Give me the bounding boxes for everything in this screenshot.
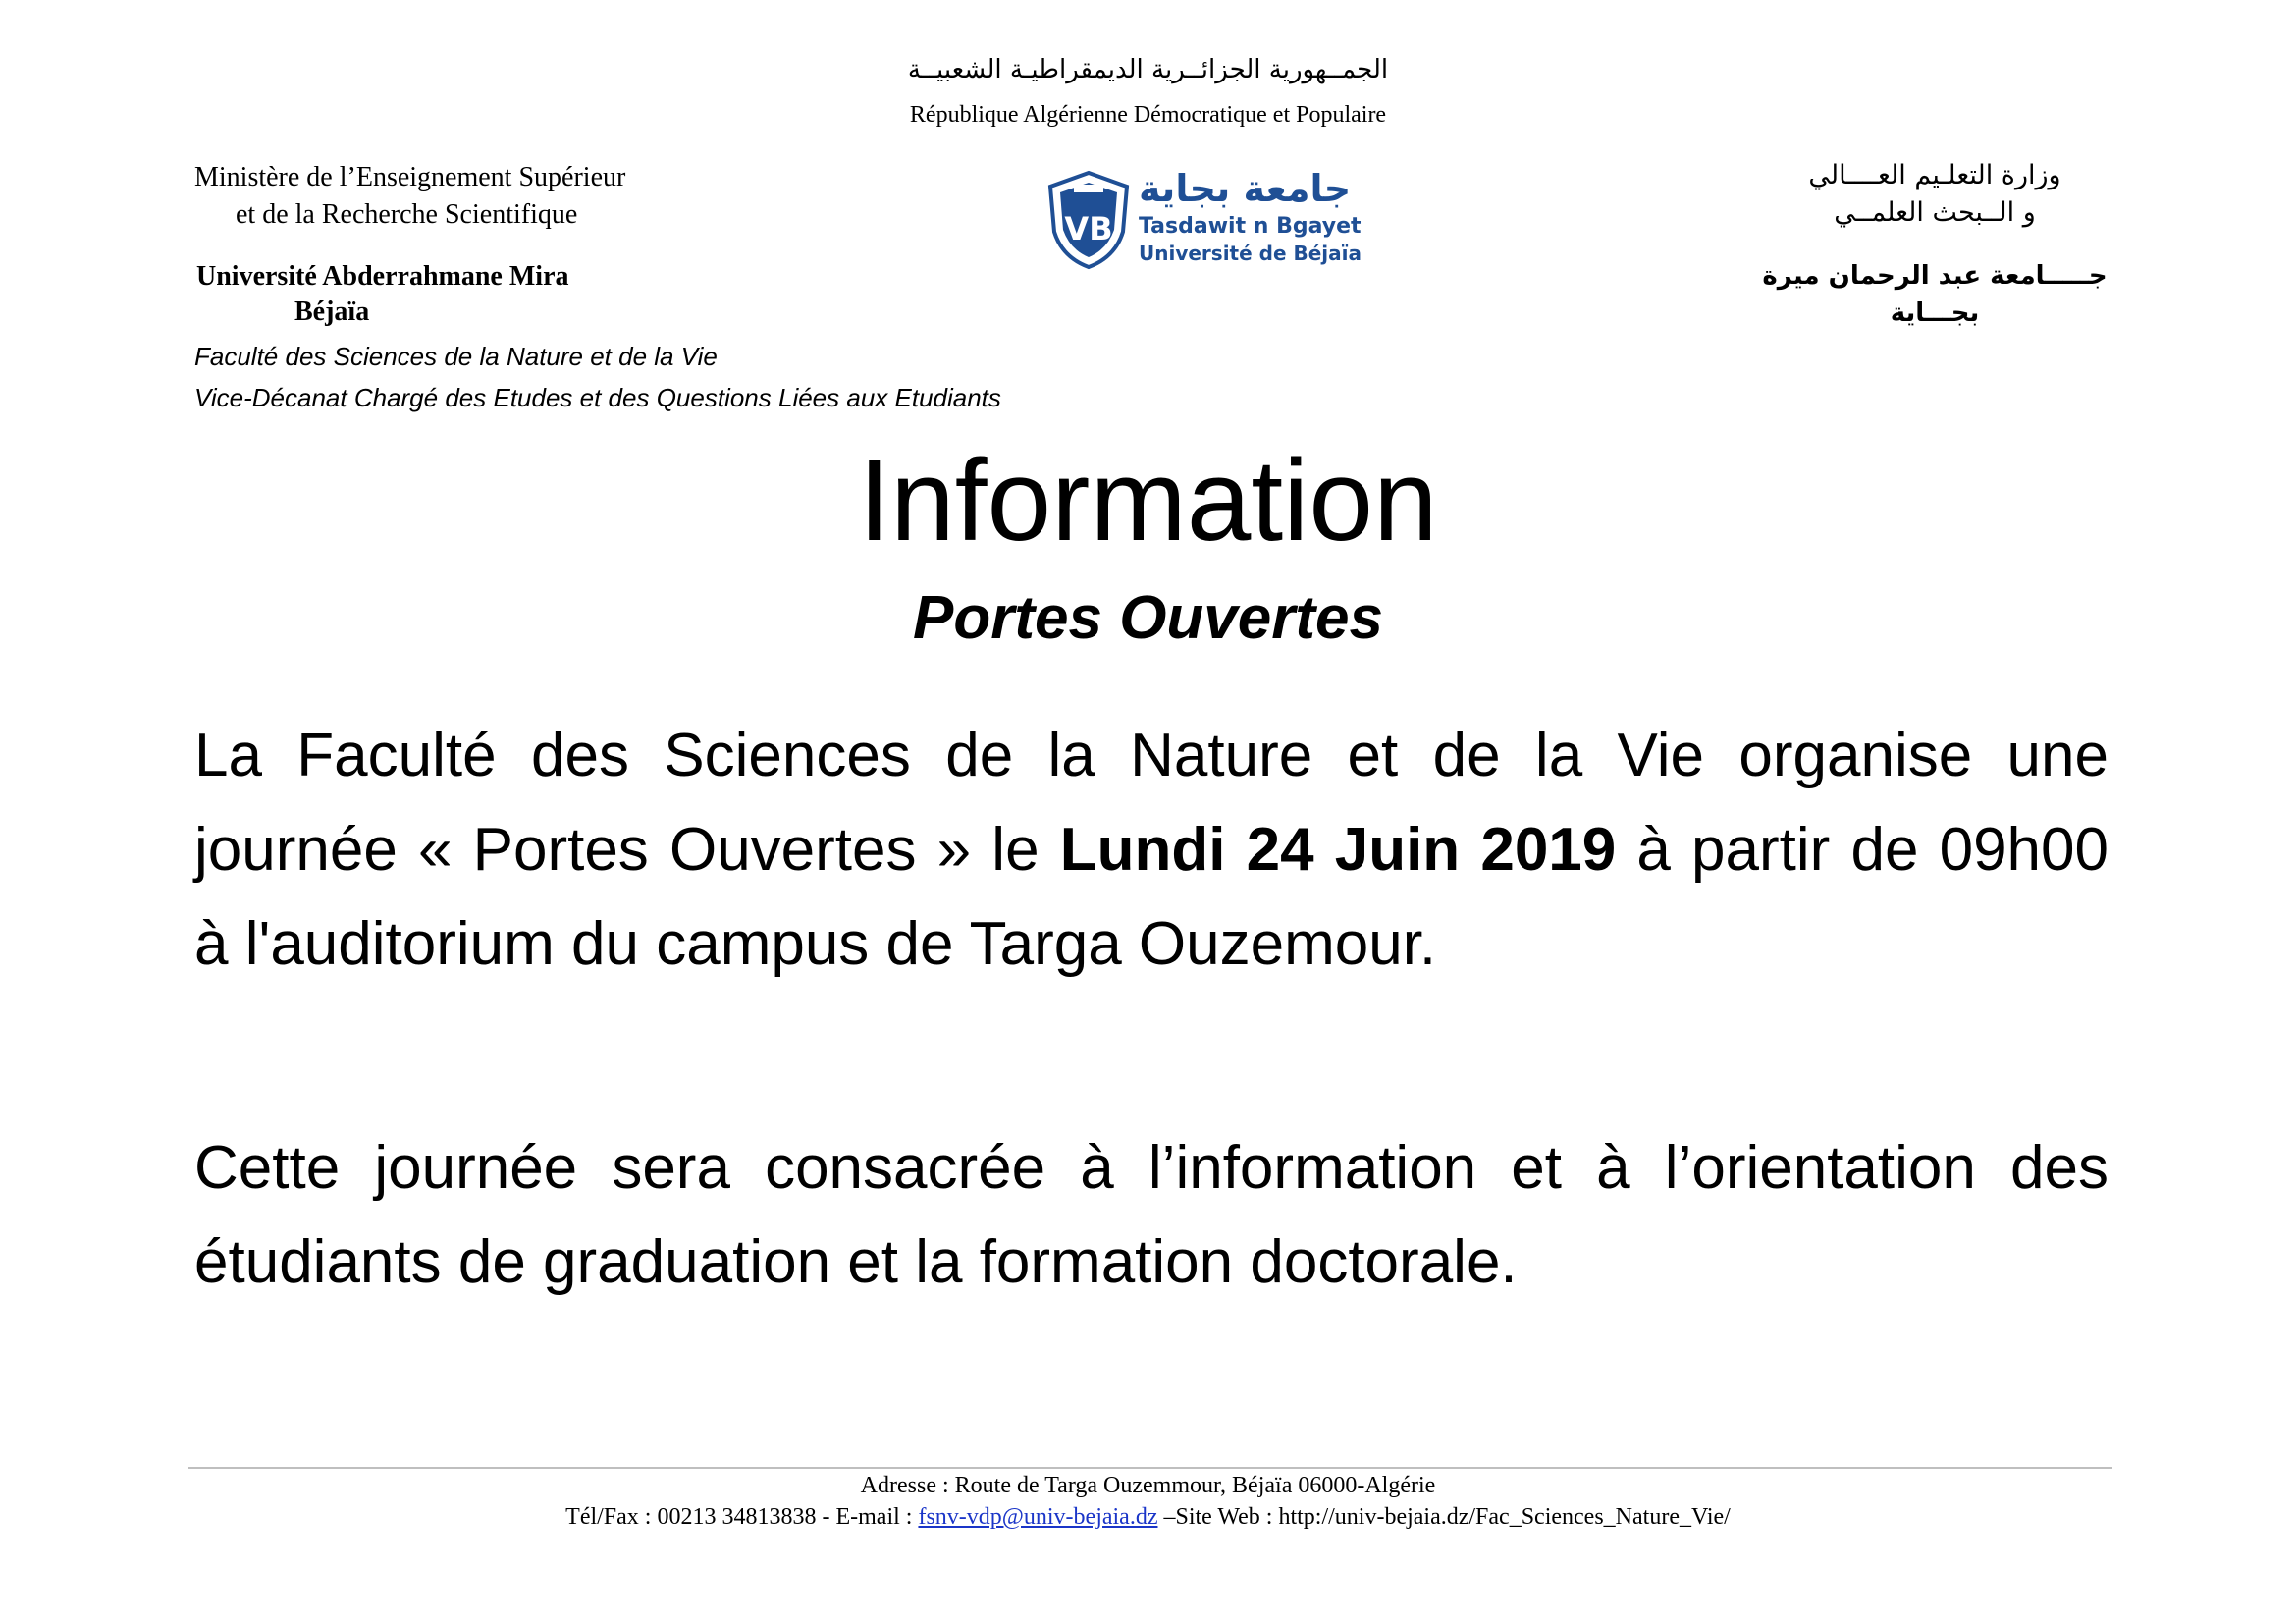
announcement-text-start: La Faculté des Sciences de la Nature et de la Vie organise une journée « Portes Ouvertes » le (194, 722, 2109, 884)
page-subtitle: Portes Ouvertes (913, 584, 1383, 652)
logo-arabic-name: جامعة بجاية (1139, 167, 1352, 210)
svg-text:VB: VB (1064, 210, 1113, 247)
faculty-name: Faculté des Sciences de la Nature et de la Vie (194, 342, 718, 371)
university-french-line2: Béjaïa (294, 297, 370, 327)
page-title: Information (858, 436, 1438, 566)
footer-website: –Site Web : http://univ-bejaia.dz/Fac_Sciences_Nature_Vie/ (1157, 1504, 1731, 1530)
university-arabic-line2: بجـــاية (1890, 298, 1980, 328)
university-shield-icon (1044, 169, 1133, 271)
footer-phone: Tél/Fax : 00213 34813838 - E-mail : (565, 1504, 919, 1530)
republic-french: République Algérienne Démocratique et Populaire (909, 102, 1387, 128)
footer-address: Adresse : Route de Targa Ouzemmour, Béjaïa 06000-Algérie (860, 1473, 1436, 1498)
footer-contact (0, 1504, 2296, 1531)
announcement-text-end: à partir de 09h00 à l'auditorium du campus de Targa Ouzemour. (194, 816, 2109, 978)
ministry-french-line1: Ministère de l’Enseignement Supérieur (194, 162, 626, 192)
purpose-paragraph: Cette journée sera consacrée à l’information et à l’orientation des étudiants de graduation et la formation doctorale. (194, 1134, 2109, 1296)
vice-deanship: Vice-Décanat Chargé des Etudes et des Questions Liées aux Etudiants (194, 383, 1001, 412)
ministry-french (194, 159, 625, 234)
republic-arabic: الجمــهورية الجزائــرية الديمقراطيـة الشعبيــة (907, 55, 1389, 84)
university-arabic (1758, 257, 2111, 332)
ministry-arabic-line2: و الــبحث العلمــي (1834, 197, 2036, 228)
university-french (196, 259, 569, 330)
ministry-arabic-line1: وزارة التعلـيم العــــالي (1808, 160, 2061, 190)
logo-berber-name: Tasdawit n Bgayet (1139, 214, 1362, 239)
email-link[interactable]: fsnv-vdp@univ-bejaia.dz (918, 1504, 1158, 1530)
announcement-paragraph (194, 709, 2109, 992)
ministry-french-line2: et de la Recherche Scientifique (236, 199, 578, 230)
faculty-block (194, 336, 1001, 418)
event-date: Lundi 24 Juin 2019 (1059, 816, 1617, 884)
ministry-arabic (1758, 157, 2111, 232)
university-arabic-line1: جـــــامعة عبد الرحمان ميرة (1762, 261, 2108, 291)
logo-french-name: Université de Béjaïa (1139, 242, 1362, 265)
university-french-line1: Université Abderrahmane Mira (196, 261, 569, 292)
footer-divider (188, 1467, 2112, 1469)
